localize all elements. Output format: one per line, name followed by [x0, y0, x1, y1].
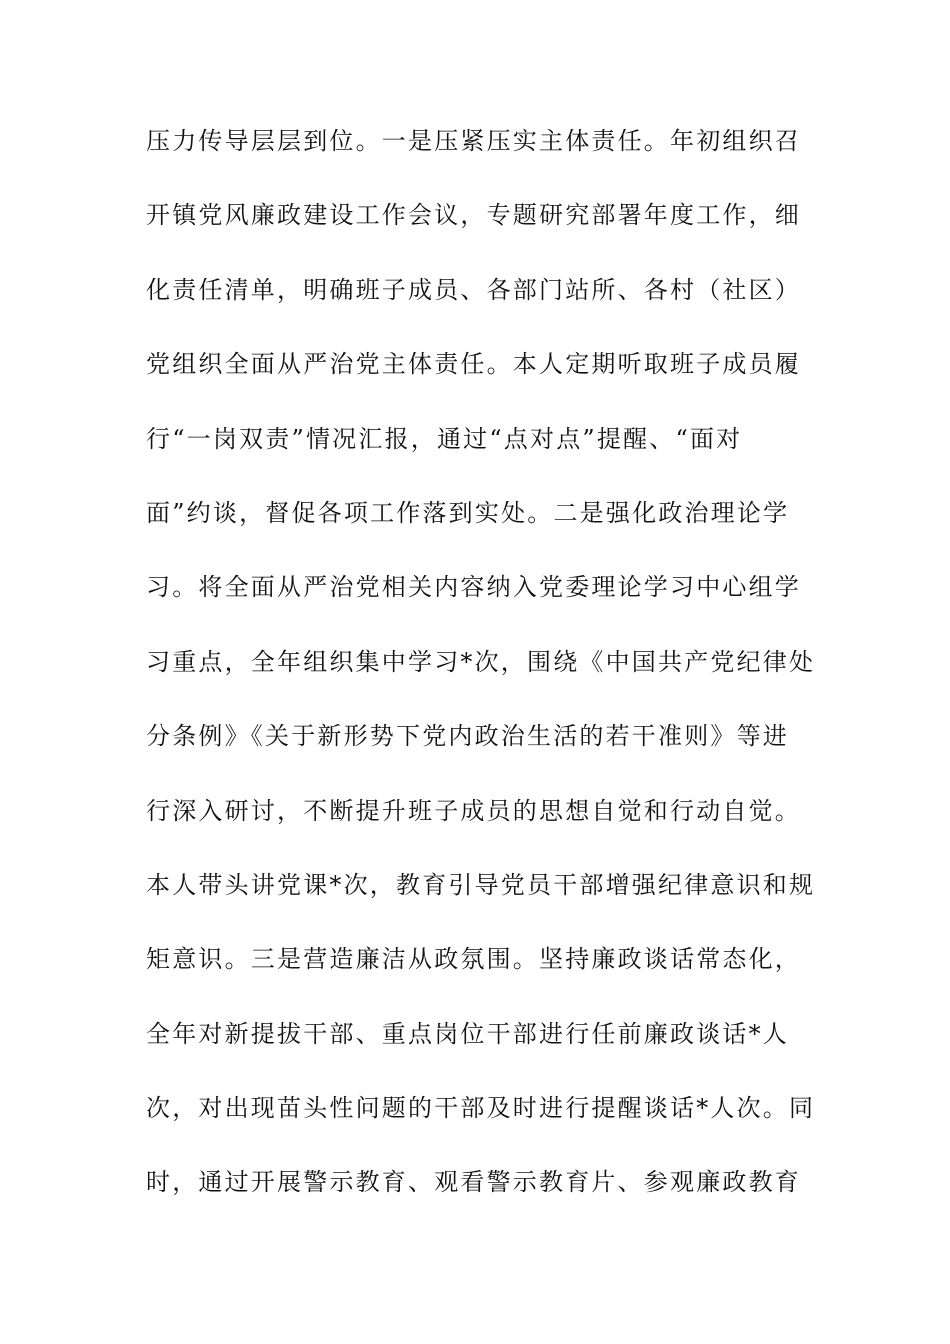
text-line: 次，对出现苗头性问题的干部及时进行提醒谈话*人次。同 — [146, 1094, 816, 1123]
body-text — [146, 119, 816, 1235]
text-line: 习重点，全年组织集中学习*次，围绕《中国共产党纪律处 — [146, 647, 816, 676]
text-line: 化责任清单，明确班子成员、各部门站所、各村（社区） — [146, 275, 801, 304]
text-line: 本人带头讲党课*次，教育引导党员干部增强纪律意识和规 — [146, 870, 816, 899]
text-line: 行深入研讨，不断提升班子成员的思想自觉和行动自觉。 — [146, 796, 801, 825]
text-line: 压力传导层层到位。一是压紧压实主体责任。年初组织召 — [146, 127, 801, 155]
text-line: 矩意识。三是营造廉洁从政氛围。坚持廉政谈话常态化， — [146, 945, 801, 974]
text-line: 开镇党风廉政建设工作会议，专题研究部署年度工作，细 — [146, 201, 801, 230]
text-line: 全年对新提拔干部、重点岗位干部进行任前廉政谈话*人 — [146, 1019, 789, 1048]
text-line: 面”约谈，督促各项工作落到实处。二是强化政治理论学 — [146, 498, 790, 527]
text-line: 分条例》《关于新形势下党内政治生活的若干准则》等进 — [146, 722, 789, 751]
text-line: 时，通过开展警示教育、观看警示教育片、参观廉政教育 — [146, 1168, 801, 1197]
text-line: 行“一岗双责”情况汇报，通过“点对点”提醒、“面对 — [146, 424, 743, 453]
text-line: 党组织全面从严治党主体责任。本人定期听取班子成员履 — [146, 350, 801, 379]
text-line: 习。将全面从严治党相关内容纳入党委理论学习中心组学 — [146, 573, 801, 602]
